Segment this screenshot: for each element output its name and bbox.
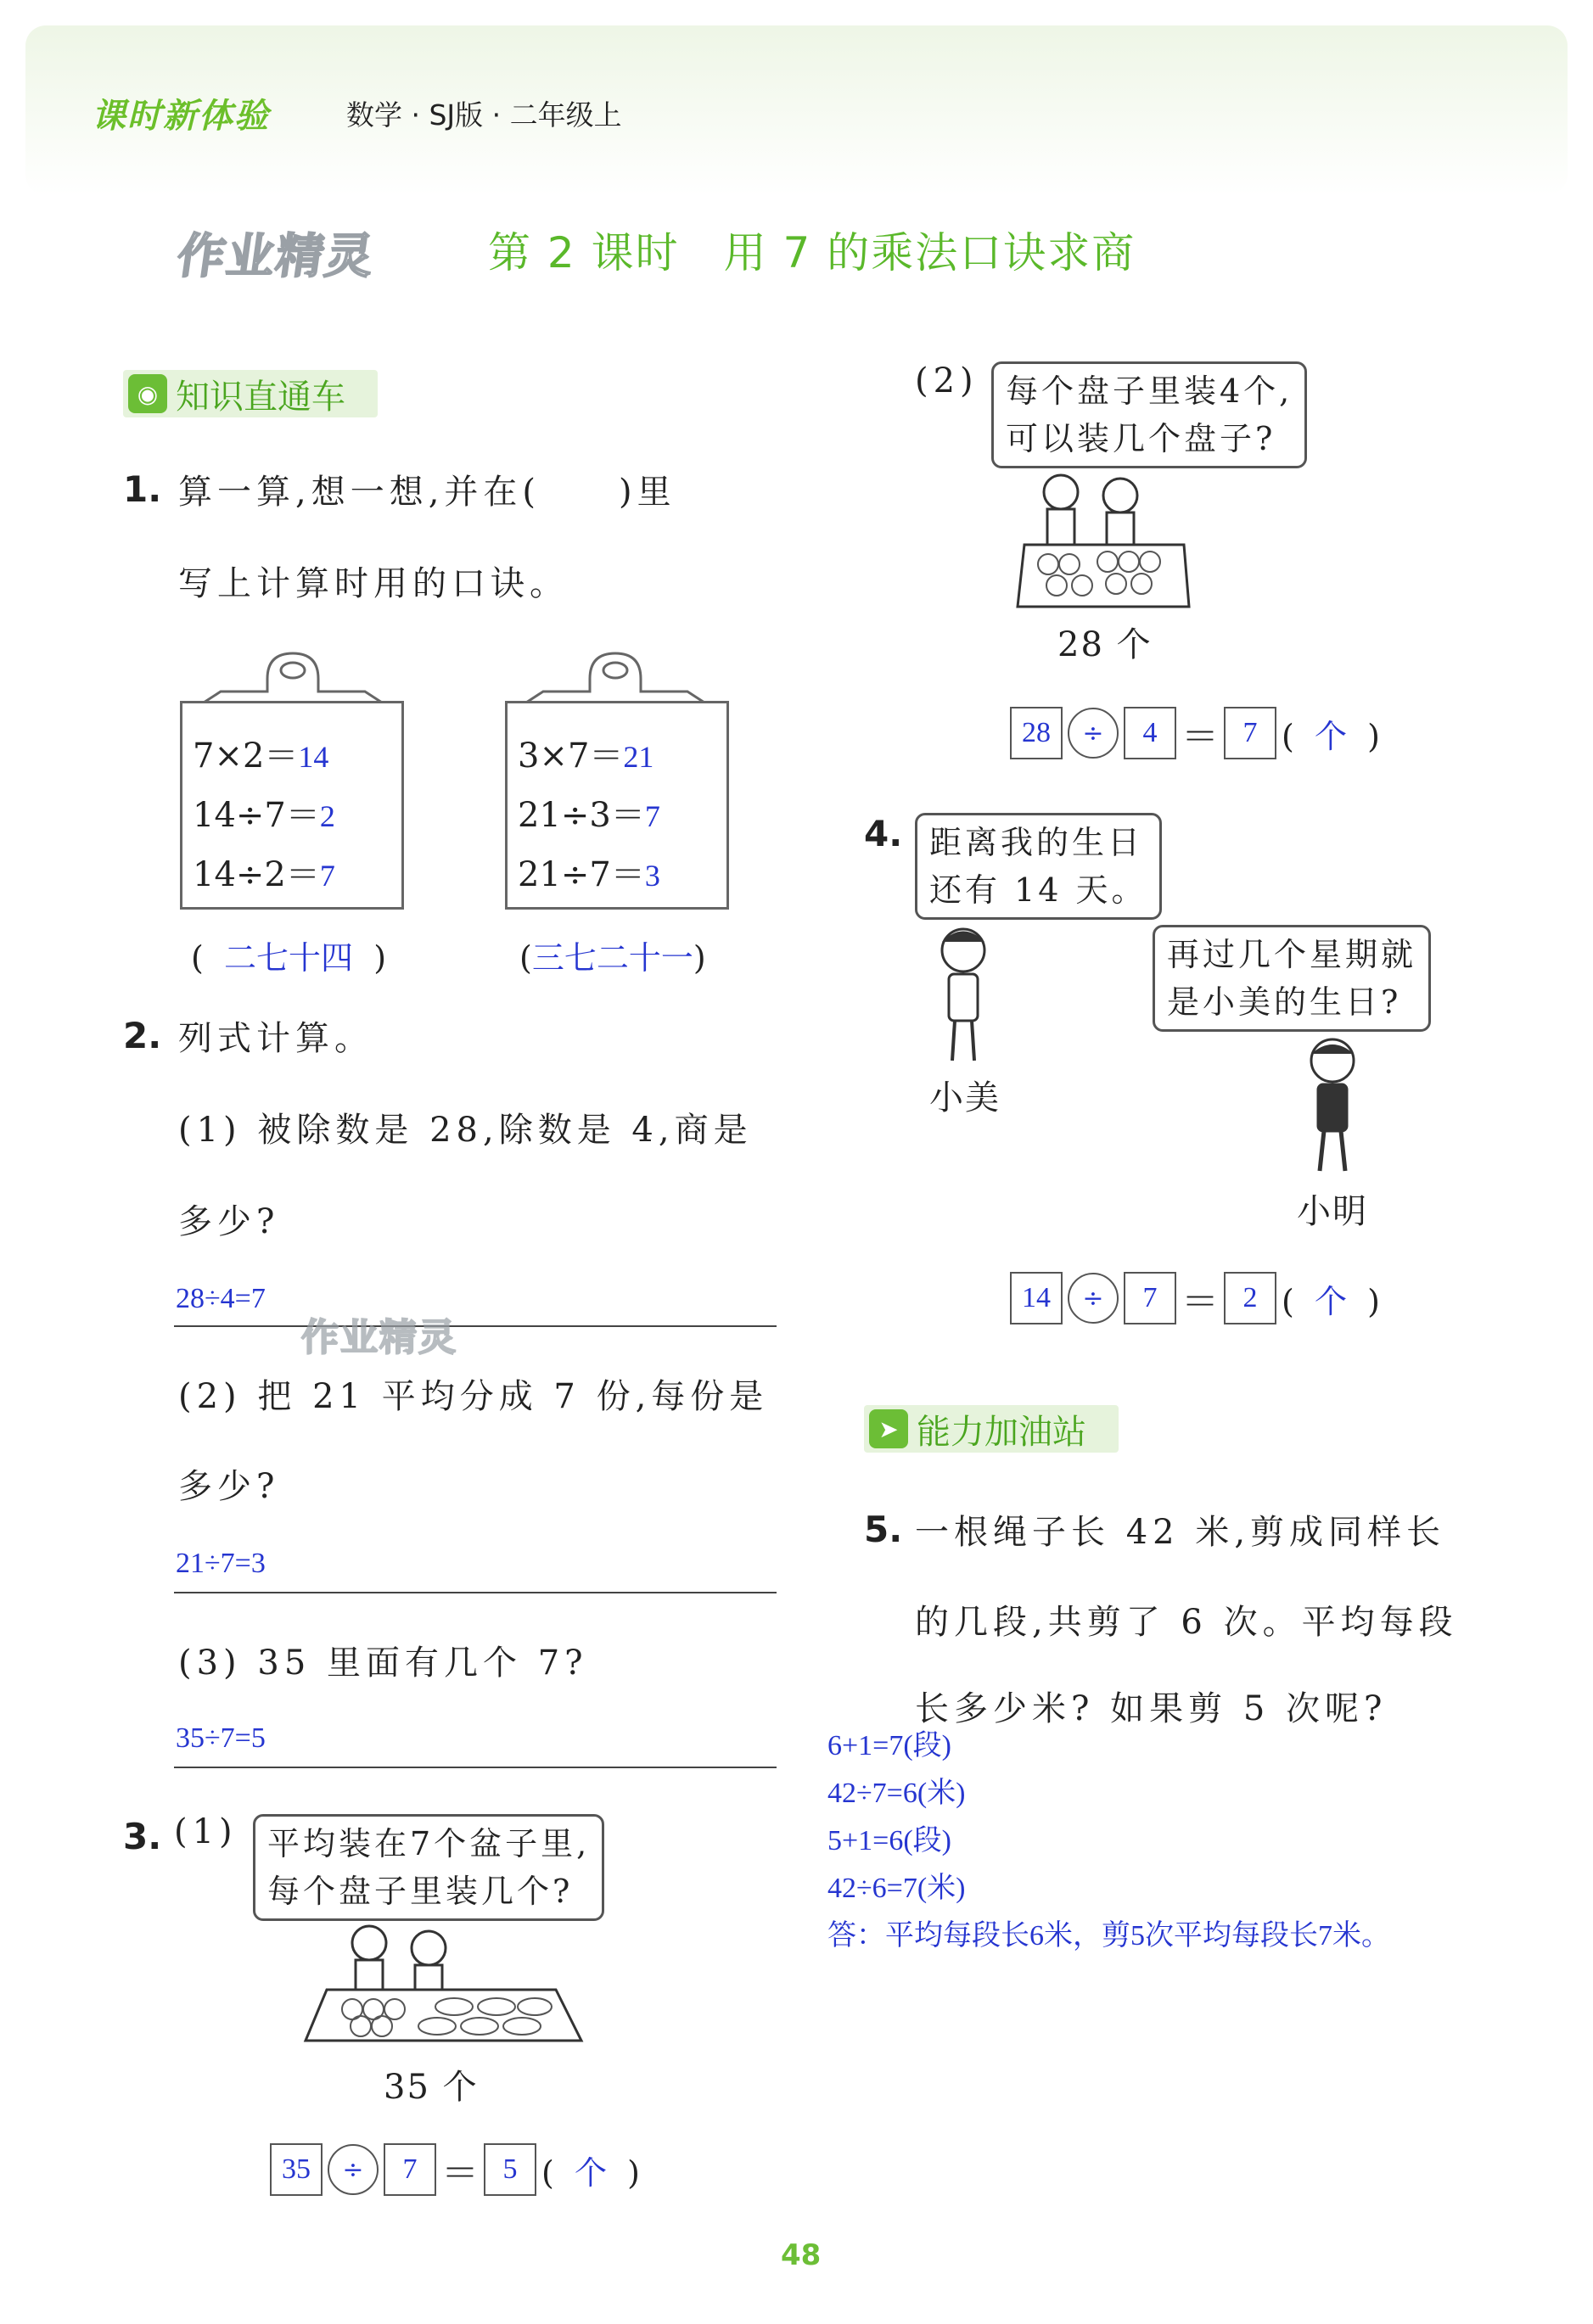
handwritten-answer: 28÷4=7 (176, 1283, 266, 1314)
section-header-ability (864, 1405, 1119, 1453)
dividend-box[interactable]: 28 (1010, 707, 1063, 759)
result-box[interactable]: 2 (1224, 1272, 1276, 1324)
question-text: (1) 被除数是 28,除数是 4,商是 (178, 1111, 753, 1150)
boy-illustration (1286, 1035, 1379, 1179)
dividend-box[interactable]: 35 (270, 2143, 323, 2196)
part-label: (1) (174, 1812, 238, 1851)
answer-line (174, 1767, 777, 1768)
part-label: (2) (915, 361, 979, 400)
speech-bubble-boy: 再过几个星期就 是小美的生日? (1153, 925, 1431, 1032)
result-box[interactable]: 7 (1224, 707, 1276, 759)
unit-label: ( 个 ) (1282, 1282, 1380, 1320)
chant-answer-b: (三七二十一) (519, 939, 706, 977)
handwritten-answer: 21÷7=3 (176, 1548, 266, 1579)
answer-line (174, 1592, 777, 1593)
operator-circle[interactable]: ÷ (328, 2144, 379, 2195)
equals-sign: ＝ (1181, 715, 1219, 759)
dividend-box[interactable]: 14 (1010, 1272, 1063, 1324)
speech-bubble: 平均装在7个盆子里, 每个盘子里装几个? (253, 1814, 604, 1921)
operator-circle[interactable]: ÷ (1068, 708, 1119, 759)
chant-answer-a: ( 二七十四 ) (191, 939, 387, 977)
brand-logo: 课时新体验 (92, 97, 270, 136)
question-text: 一根绳子长 42 米,剪成同样长 (915, 1513, 1446, 1552)
question-number: 1. (123, 468, 162, 510)
solution-line: 42÷6=7(米) (827, 1873, 966, 1904)
speech-bubble: 每个盘子里装4个, 可以装几个盘子? (991, 361, 1307, 468)
equation-boxes (270, 2142, 640, 2197)
solution-line: 6+1=7(段) (827, 1730, 951, 1761)
question-text: 多少? (178, 1202, 280, 1241)
operator-circle[interactable]: ÷ (1068, 1273, 1119, 1324)
speech-bubble-girl: 距离我的生日 还有 14 天。 (915, 813, 1162, 920)
question-number: 3. (123, 1816, 162, 1857)
lesson-title: 第 2 课时 用 7 的乘法口诀求商 (488, 228, 1136, 277)
children-with-fruit-plates-illustration (301, 1918, 590, 2053)
clipboard-clip (187, 645, 399, 704)
divisor-box[interactable]: 7 (384, 2143, 436, 2196)
equation-boxes (1010, 706, 1380, 760)
question-number: 2. (123, 1015, 162, 1056)
question-text: 多少? (178, 1467, 280, 1506)
car-icon: ➤ (869, 1409, 908, 1448)
question-text: (3) 35 里面有几个 7? (178, 1644, 588, 1683)
handwritten-answer: 35÷7=5 (176, 1722, 266, 1754)
count-label: 35 个 (384, 2068, 479, 2107)
equation-row: 14÷7＝2 (193, 796, 335, 835)
solution-block (827, 1722, 1390, 1960)
section-label: 知识直通车 (176, 377, 345, 417)
solution-line: 42÷7=6(米) (827, 1778, 966, 1809)
children-with-fruit-plates-illustration (1014, 467, 1192, 611)
clipboard-clip (509, 645, 721, 704)
unit-label: ( 个 ) (541, 2153, 640, 2192)
question-text: 的几段,共剪了 6 次。平均每段 (915, 1603, 1458, 1642)
equals-sign: ＝ (1181, 1280, 1219, 1324)
equation-row: 14÷2＝7 (193, 855, 335, 894)
watermark-logo: 作业精灵 (173, 229, 379, 284)
header-subtitle: 数学 · SJ版 · 二年级上 (346, 98, 622, 132)
divisor-box[interactable]: 4 (1124, 707, 1176, 759)
watermark-logo: 作业精灵 (301, 1316, 457, 1359)
count-label: 28 个 (1057, 625, 1153, 664)
clipboard-card-a (180, 701, 404, 910)
equation-boxes (1010, 1271, 1380, 1325)
character-name: 小美 (929, 1078, 1001, 1117)
equation-row: 21÷3＝7 (518, 796, 660, 835)
section-header-knowledge (123, 370, 378, 417)
question-text: (2) 把 21 平均分成 7 份,每份是 (178, 1377, 769, 1416)
result-box[interactable]: 5 (484, 2143, 536, 2196)
bus-icon: ◉ (128, 374, 167, 413)
character-name: 小明 (1297, 1192, 1368, 1231)
question-text: 算一算,想一想,并在( )里 (178, 473, 676, 512)
solution-answer: 答：平均每段长6米，剪5次平均每段长7米。 (827, 1920, 1390, 1952)
unit-label: ( 个 ) (1282, 717, 1380, 755)
question-number: 4. (864, 813, 903, 854)
clipboard-card-b (505, 701, 729, 910)
page-number: 48 (781, 2238, 822, 2272)
question-text: 列式计算。 (178, 1019, 373, 1058)
equation-row: 7×2＝14 (193, 736, 329, 776)
equals-sign: ＝ (441, 2152, 479, 2195)
section-label: 能力加油站 (917, 1412, 1086, 1452)
answer-line (174, 1325, 777, 1327)
divisor-box[interactable]: 7 (1124, 1272, 1176, 1324)
solution-line: 5+1=6(段) (827, 1825, 951, 1856)
equation-row: 3×7＝21 (518, 736, 654, 776)
girl-illustration (917, 925, 1010, 1073)
question-text: 长多少米? 如果剪 5 次呢? (915, 1689, 1388, 1728)
equation-row: 21÷7＝3 (518, 855, 660, 894)
question-text: 写上计算时用的口诀。 (178, 564, 569, 603)
question-number: 5. (864, 1509, 903, 1550)
